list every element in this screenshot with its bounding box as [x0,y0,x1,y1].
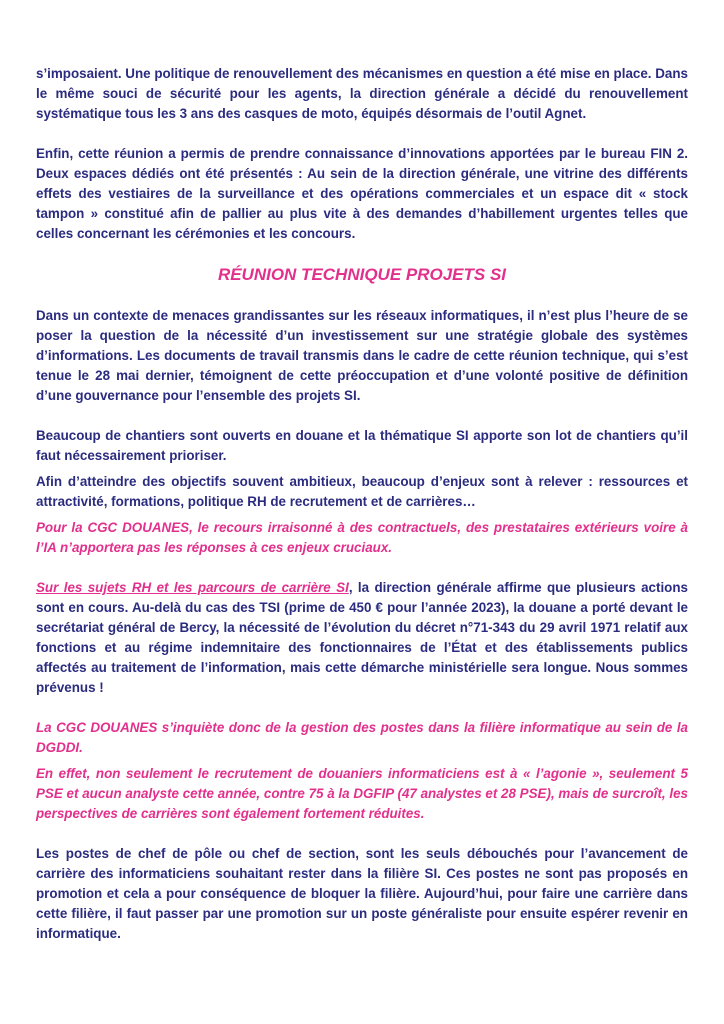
rh-careers-link[interactable]: Sur les sujets RH et les parcours de carrière SI [36,580,349,595]
paragraph-rh-careers [36,578,688,698]
paragraph-cgc-concern: La CGC DOUANES s’inquiète donc de la gestion des postes dans la filière informatique au sein de la DGDDI. [36,720,688,755]
paragraph-helmets: s’imposaient. Une politique de renouvellement des mécanismes en question a été mise en place. Dans le même souci de sécurité pour les agents, la direction générale a décidé du renouvellement systématique tous les 3 ans des casques de moto, équipés désormais de l’outil Agnet. [36,66,688,121]
paragraph-recruitment: En effet, non seulement le recrutement de douaniers informaticiens est à « l’agonie », seulement 5 PSE et aucun analyste cette année, contre 75 à la DGFIP (47 analystes et 28 PSE), mais de surcroît, les perspectives de carrières sont également fortement réduites. [36,766,688,821]
paragraph-cgc-position: Pour la CGC DOUANES, le recours irraisonné à des contractuels, des prestataires extérieurs voire à l’IA n’apportera pas les réponses à ces enjeux cruciaux. [36,520,688,555]
paragraph-enjeux: Afin d’atteindre des objectifs souvent ambitieux, beaucoup d’enjeux sont à relever : ressources et attractivité, formations, politique RH de recrutement et de carrières… [36,474,688,509]
section-heading: RÉUNION TECHNIQUE PROJETS SI [217,265,507,284]
paragraph-fin2-innovations: Enfin, cette réunion a permis de prendre connaissance d’innovations apportées par le bureau FIN 2. Deux espaces dédiés ont été présentés : Au sein de la direction générale, une vitrine des différents effets des vestiaires de la surveillance et des opérations commerciales et un espace dit « stock tampon » constitué afin de pallier au plus vite à des demandes d’habillement urgentes telles que celles concernant les cérémonies et les concours. [36,146,688,241]
rh-careers-text: , la direction générale affirme que plusieurs actions sont en cours. Au-delà du cas des TSI (prime de 450 € pour l’année 2023), la douane a porté devant le secrétariat général de Bercy, la nécessité de l’évolution du décret n°71-343 du 29 avril 1971 relatif aux fonctions et au régime indemnitaire des fonctionnaires de l’État et des établissements publics affectés au traitement de l’information, mais cette démarche ministérielle sera longue. Nous sommes prévenus ! [36,580,688,695]
paragraph-chantiers: Beaucoup de chantiers sont ouverts en douane et la thématique SI apporte son lot de chantiers qu’il faut nécessairement prioriser. [36,428,688,463]
paragraph-context: Dans un contexte de menaces grandissantes sur les réseaux informatiques, il n’est plus l’heure de se poser la question de la nécessité d’un investissement sur une stratégie globale des systèmes d’informations. Les documents de travail transmis dans le cadre de cette réunion technique, qui s’est tenue le 28 mai dernier, témoignent de cette préoccupation et d’une volonté positive de définition d’une gouvernance pour l’ensemble des projets SI. [36,308,688,403]
paragraph-posts: Les postes de chef de pôle ou chef de section, sont les seuls débouchés pour l’avancement de carrière des informaticiens souhaitant rester dans la filière SI. Ces postes ne sont pas proposés en promotion et cela a pour conséquence de bloquer la filière. Aujourd’hui, pour faire une carrière dans cette filière, il faut passer par une promotion sur un poste généraliste pour ensuite espérer revenir en informatique. [36,846,688,941]
